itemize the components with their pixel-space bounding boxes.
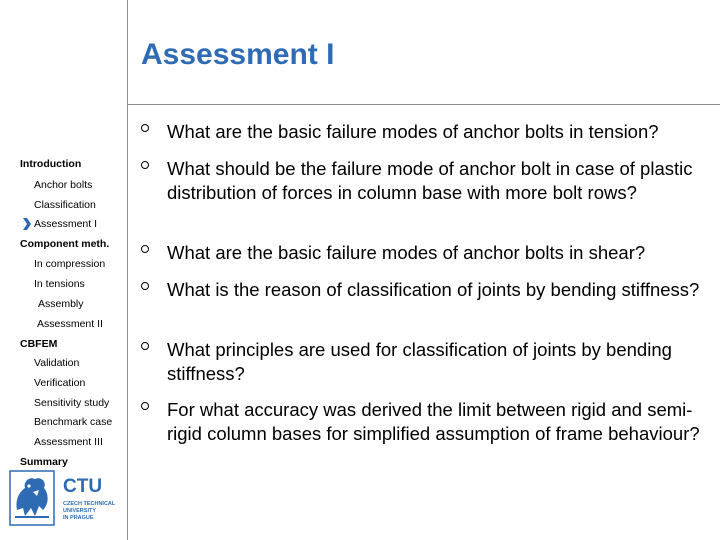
ctu-logo <box>9 470 117 526</box>
question-text: What should be the failure mode of anchor bolt in case of plastic distribution of forces in column base with more bolt rows? <box>167 158 693 203</box>
sidebar-item-anchor-bolts[interactable]: Anchor bolts <box>34 179 93 191</box>
sidebar-item-assessment-i[interactable]: Assessment I <box>34 218 98 230</box>
logo-subtitle-3: IN PRAGUE <box>63 515 94 521</box>
bullet-circle-icon <box>141 161 149 169</box>
sidebar-item-in-tensions[interactable]: In tensions <box>34 278 85 290</box>
logo-subtitle-1: CZECH TECHNICAL <box>63 501 116 507</box>
sidebar-item-summary[interactable]: Summary <box>20 456 68 468</box>
bullet-circle-icon <box>141 282 149 290</box>
bullet-circle-icon <box>141 402 149 410</box>
sidebar-item-assembly[interactable]: Assembly <box>38 298 84 310</box>
question-text: What are the basic failure modes of anchor bolts in shear? <box>167 242 646 263</box>
sidebar-item-component-method[interactable]: Component meth. <box>20 238 110 250</box>
sidebar-item-validation[interactable]: Validation <box>34 357 80 369</box>
vertical-divider <box>127 0 128 540</box>
sidebar-item-sensitivity-study[interactable]: Sensitivity study <box>34 397 110 409</box>
sidebar-item-assessment-ii[interactable]: Assessment II <box>37 318 103 330</box>
question-text: What are the basic failure modes of anchor bolts in tension? <box>167 121 659 142</box>
sidebar-item-classification[interactable]: Classification <box>34 199 96 211</box>
sidebar-item-verification[interactable]: Verification <box>34 377 86 389</box>
question-text: For what accuracy was derived the limit between rigid and semi-rigid column bases for simplified assumption of frame behaviour? <box>167 399 700 444</box>
sidebar-item-cbfem[interactable]: CBFEM <box>20 338 58 350</box>
current-section-marker-icon <box>22 218 32 230</box>
bullet-circle-icon <box>141 342 149 350</box>
logo-subtitle-2: UNIVERSITY <box>63 508 97 514</box>
title-underline <box>127 104 720 105</box>
logo-wordmark: CTU <box>63 476 103 497</box>
sidebar-item-assessment-iii[interactable]: Assessment III <box>34 436 103 448</box>
sidebar-item-introduction[interactable]: Introduction <box>20 158 82 170</box>
sidebar-item-in-compression[interactable]: In compression <box>34 258 106 270</box>
question-text: What principles are used for classification of joints by bending stiffness? <box>167 339 672 384</box>
page-title: Assessment I <box>141 38 335 71</box>
question-text: What is the reason of classification of joints by bending stiffness? <box>167 279 700 300</box>
sidebar-item-benchmark-case[interactable]: Benchmark case <box>34 416 113 428</box>
bullet-circle-icon <box>141 245 149 253</box>
lion-emblem-icon <box>10 471 54 525</box>
sidebar-nav <box>0 0 127 540</box>
bullet-circle-icon <box>141 124 149 132</box>
